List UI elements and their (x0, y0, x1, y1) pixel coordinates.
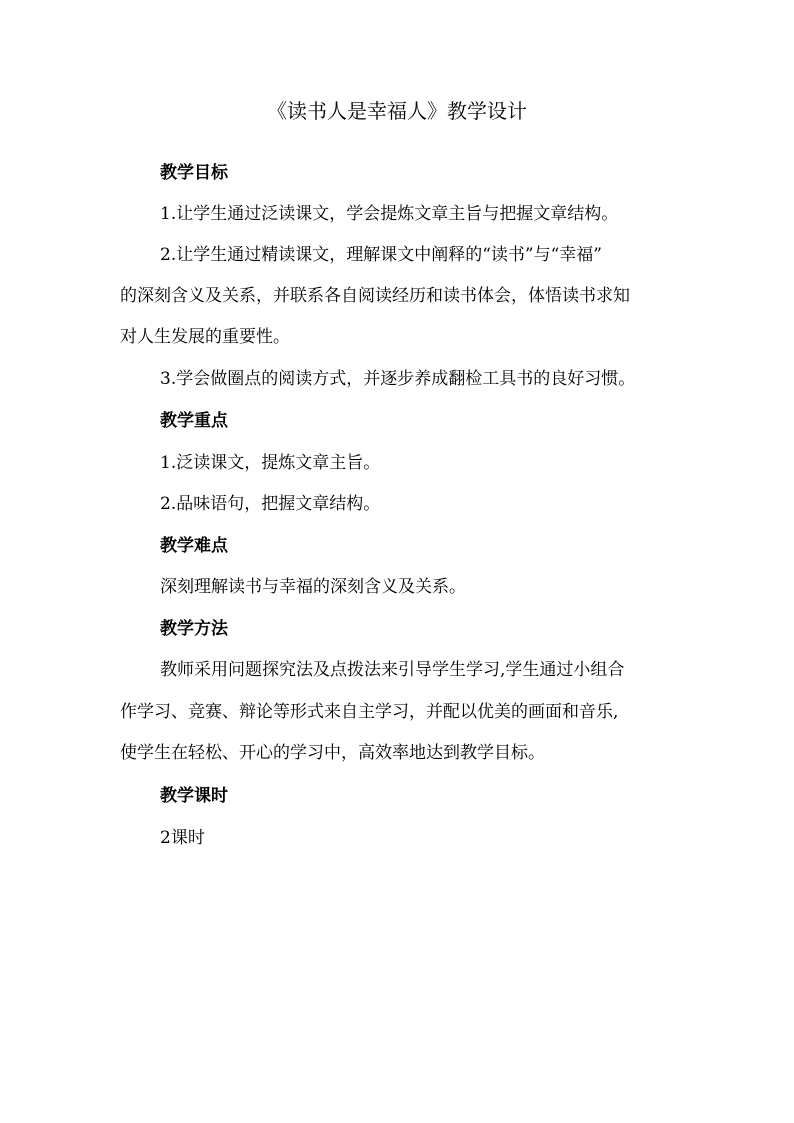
methods-line-3: 使学生在轻松、开心的学习中，高效率地达到教学目标。 (120, 743, 545, 763)
key-points-heading: 教学重点 (160, 411, 228, 431)
difficulties-text: 深刻理解读书与幸福的深刻含义及关系。 (160, 577, 466, 597)
class-hours-heading: 教学课时 (160, 786, 228, 806)
objective-item-2-line-3: 对人生发展的重要性。 (120, 327, 290, 347)
class-hours-text: 2课时 (160, 828, 205, 848)
objective-item-2-line-2: 的深刻含义及关系，并联系各自阅读经历和读书体会，体悟读书求知 (120, 286, 630, 306)
methods-line-1: 教师采用问题探究法及点拨法来引导学生学习,学生通过小组合 (160, 660, 625, 680)
difficulties-heading: 教学难点 (160, 536, 228, 556)
methods-heading: 教学方法 (160, 619, 228, 639)
objective-item-1: 1.让学生通过泛读课文，学会提炼文章主旨与把握文章结构。 (160, 204, 619, 224)
key-point-item-2: 2.品味语句，把握文章结构。 (160, 494, 381, 514)
document-title: 《读书人是幸福人》教学设计 (267, 99, 527, 123)
objective-item-2-line-1: 2.让学生通过精读课文，理解课文中阐释的“读书”与“幸福” (160, 245, 602, 265)
objective-item-3: 3.学会做圈点的阅读方式，并逐步养成翻检工具书的良好习惯。 (160, 369, 636, 389)
objectives-heading: 教学目标 (160, 163, 228, 183)
key-point-item-1: 1.泛读课文，提炼文章主旨。 (160, 453, 381, 473)
methods-line-2: 作学习、竞赛、辩论等形式来自主学习，并配以优美的画面和音乐, (120, 702, 619, 722)
